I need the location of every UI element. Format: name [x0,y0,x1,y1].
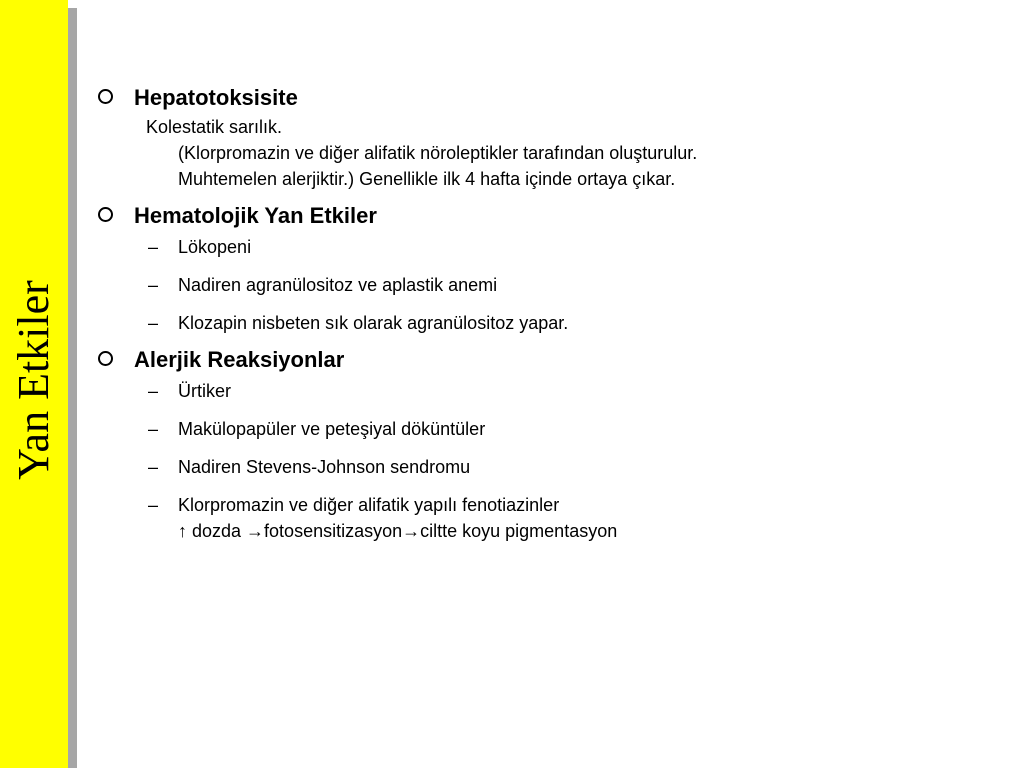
item-text: Makülopapüler ve peteşiyal döküntüler [178,419,486,439]
list-item [96,378,996,404]
list-item [96,454,996,480]
list-item [96,234,996,260]
item-continuation: ↑ dozda →fotosensitizasyon→ciltte koyu pigmentasyon [178,521,618,541]
item-text: Nadiren agranülositoz ve aplastik anemi [178,275,498,295]
circle-bullet-icon [98,351,113,366]
item-text: Nadiren Stevens-Johnson sendromu [178,457,471,477]
list-item [96,492,996,544]
heading-text: Alerjik Reaksiyonlar [134,347,345,372]
list-item [96,416,996,442]
allergic-list [96,378,996,544]
section-heading-allergic [96,346,996,374]
item-text: Klorpromazin ve diğer alifatik yapılı fenotiazinler [178,495,560,515]
item-text: Lökopeni [178,237,252,257]
heading-text: Hepatotoksisite [134,85,298,110]
item-text: Ürtiker [178,381,231,401]
text-line: Kolestatik sarılık. [146,117,283,137]
dash-bullet: – [148,495,159,515]
item-text: Klozapin nisbeten sık olarak agranülositoz yapar. [178,313,569,333]
dash-bullet: – [148,381,159,401]
dash-bullet: – [148,313,159,333]
sidebar-shadow [68,8,77,768]
dash-bullet: – [148,275,159,295]
text-line: (Klorpromazin ve diğer alifatik nöroleptikler tarafından oluşturulur. [178,143,698,163]
circle-bullet-icon [98,207,113,222]
slide-title: Yan Etkiler [9,280,58,480]
slide-content [96,84,996,544]
circle-bullet-icon [98,89,113,104]
hepatotoxicity-text [96,114,996,192]
list-item [96,272,996,298]
section-heading-hepatotoxicity [96,84,996,112]
dash-bullet: – [148,457,159,477]
heading-text: Hematolojik Yan Etkiler [134,203,377,228]
section-heading-hematologic [96,202,996,230]
sidebar-band [0,0,68,768]
text-line: Muhtemelen alerjiktir.) Genellikle ilk 4 hafta içinde ortaya çıkar. [178,169,676,189]
list-item [96,310,996,336]
hematologic-list [96,234,996,336]
dash-bullet: – [148,419,159,439]
dash-bullet: – [148,237,159,257]
